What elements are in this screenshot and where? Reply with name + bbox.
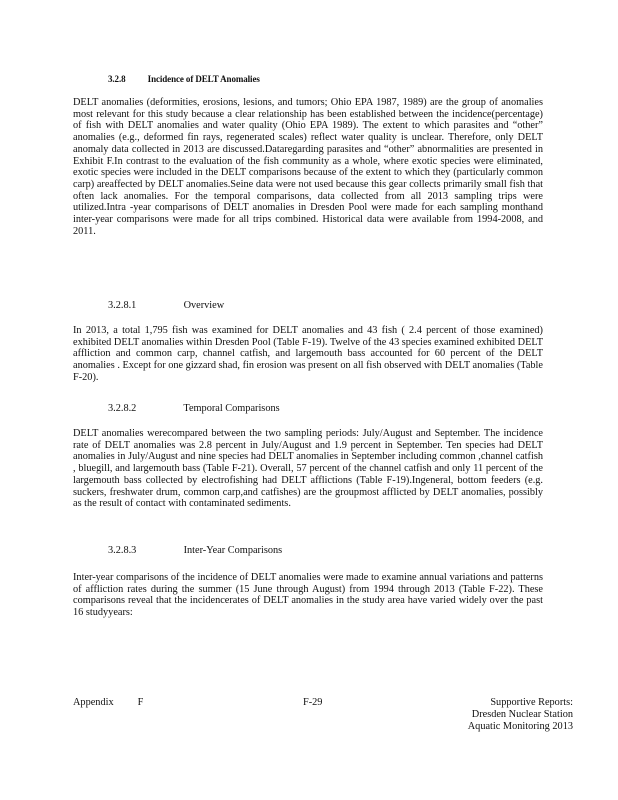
footer-appendix-label: Appendix — [73, 697, 114, 708]
section-title: Incidence of DELT Anomalies — [147, 74, 260, 84]
subsection-title: Overview — [183, 300, 225, 311]
subsection-heading-inter-year — [108, 545, 282, 556]
section-intro-paragraph: DELT anomalies (deformities, erosions, lesions, and tumors; Ohio EPA 1987, 1989) are the group of anomalies most relevant for this study because a clear relationship has been established between the incidence(percentage) of fish with DELT anomalies and water quality (Ohio EPA 1989). The extent to which parasites and “other” anomalies (e.g., deformed fin rays, regenerated scales) reflect water quality is unclear. Therefore, only DELT anomaly data collected in 2013 are discussed.Dataregarding parasites and “other” abnormalities are presented in Exhibit F.In contrast to the evaluation of the fish community as a whole, where exotic species were eliminated, exotic species were included in the DELT comparisons because of the extent to which they (particularly common carp) areaffected by DELT anomalies.Seine data were not used because this gear collects primarily small fish that often lack anomalies. For the temporal comparisons, data collected from all 2013 sampling trips were utilized.Intra -year comparisons of DELT anomalies in Dresden Pool were made for each sampling monthand inter-year comparisons were made for all trips combined. Historical data were available from 1994-2008, and 2011. — [73, 97, 543, 237]
footer-right-line: Supportive Reports: — [490, 697, 573, 708]
subsection-title: Temporal Comparisons — [183, 403, 280, 414]
subsection-heading-temporal — [108, 403, 280, 414]
section-heading — [108, 74, 260, 84]
section-number: 3.2.8 — [108, 74, 126, 84]
subsection-number: 3.2.8.2 — [108, 403, 137, 414]
overview-paragraph: In 2013, a total 1,795 fish was examined for DELT anomalies and 43 fish ( 2.4 percent of those examined) exhibited DELT anomalies within Dresden Pool (Table F-19). Twelve of the 43 species examined exhibited DELT affliction and common carp, channel catfish, and largemouth bass accounted for 60 percent of the DELT anomalies . Except for one gizzard shad, fin erosion was present on all fish observed with DELT anomalies (Table F-20). — [73, 325, 543, 383]
subsection-title: Inter-Year Comparisons — [183, 545, 283, 556]
inter-year-paragraph: Inter-year comparisons of the incidence of DELT anomalies were made to examine annual variations and patterns of affliction rates during the summer (15 June through August) from 1994 through 2013 (Table F-22). These comparisons reveal that the incidencerates of DELT anomalies in the study area have varied widely over the past 16 studyyears: — [73, 572, 543, 619]
footer-report-title — [468, 697, 573, 732]
footer-right-line: Aquatic Monitoring 2013 — [467, 720, 573, 732]
subsection-heading-overview — [108, 300, 224, 311]
footer-appendix-letter: F — [137, 697, 144, 708]
footer-page-number: F-29 — [303, 697, 323, 708]
subsection-number: 3.2.8.3 — [108, 545, 137, 556]
subsection-number: 3.2.8.1 — [108, 300, 137, 311]
temporal-paragraph: DELT anomalies werecompared between the two sampling periods: July/August and September. The incidence rate of DELT anomalies was 2.8 percent in July/August and 1.9 percent in September. Ten species had DELT anomalies in July/August and nine species had DELT anomalies in September including common ,channel catfish , bluegill, and largemouth bass (Table F-21). Overall, 57 percent of the channel catfish and only 11 percent of the largemouth bass collected by electrofishing had DELT afflictions (Table F-19).Ingeneral, bottom feeders (e.g. suckers, freshwater drum, common carp,and catfishes) are the groupmost afflicted by DELT anomalies, possibly as the result of contact with contaminated sediments. — [73, 428, 543, 510]
footer-right-line: Dresden Nuclear Station — [471, 708, 573, 720]
footer-appendix — [73, 697, 143, 708]
